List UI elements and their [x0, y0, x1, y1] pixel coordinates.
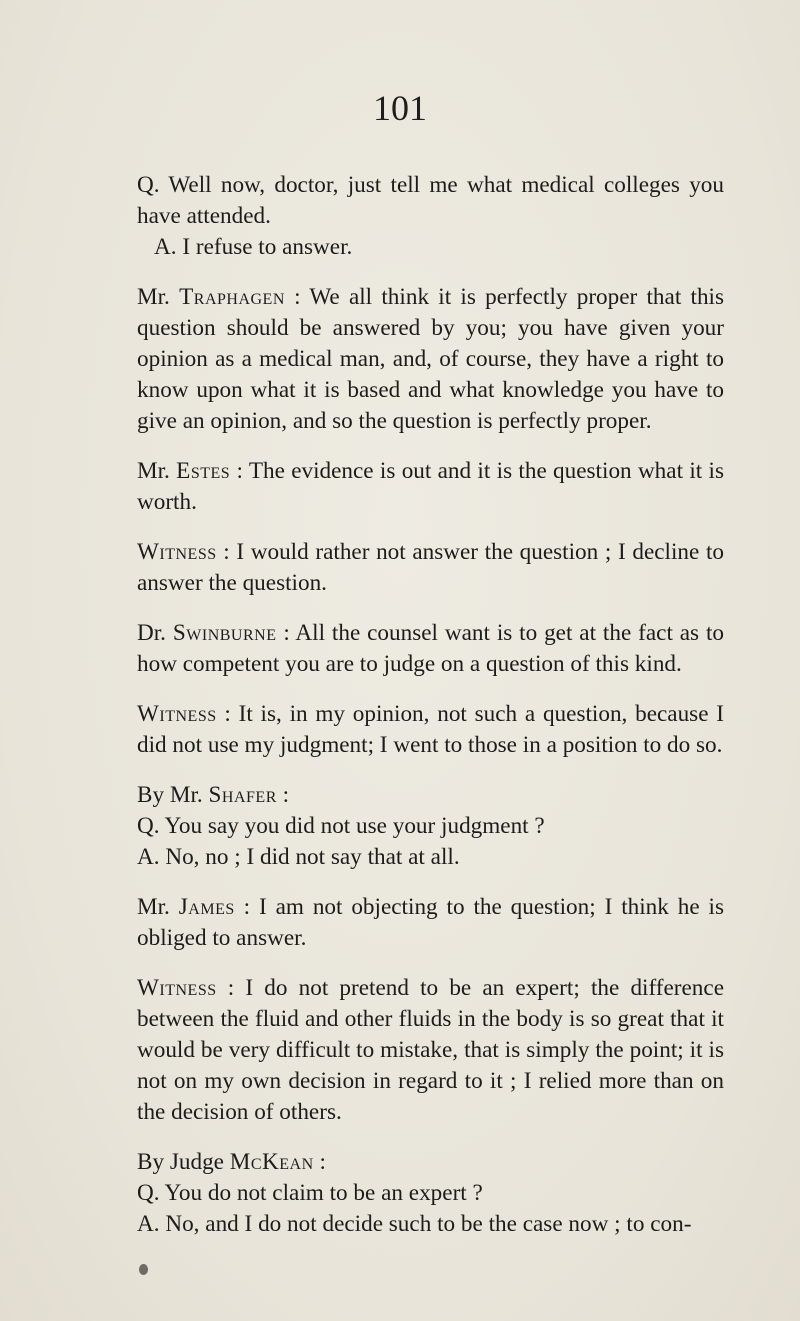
answer-paragraph — [120, 842, 724, 873]
question-paragraph — [120, 1178, 724, 1209]
spacer — [120, 518, 724, 537]
page-number: 101 — [373, 88, 427, 128]
speaker-name: Estes — [176, 458, 231, 484]
speaker-name: Swinburne — [172, 620, 277, 646]
paragraph-text: I refuse to answer. — [176, 234, 353, 260]
paragraph-text: : We all think it is perfectly proper that this question should be answered by you; you have given your opinion as a medical man, and, of course, they have a right to know upon what it is based and what knowledge you have to give an opinion, and so the question is perfectly proper. — [137, 284, 725, 434]
paragraph-lead: A. — [154, 234, 177, 260]
spacer — [120, 680, 724, 699]
spacer — [120, 761, 724, 780]
speaker-name: James — [178, 894, 235, 920]
speaker-name: Witness — [137, 975, 217, 1001]
paragraph-lead: Mr. — [137, 284, 180, 310]
question-paragraph — [120, 811, 724, 842]
ink-smudge — [139, 1264, 148, 1275]
paragraph-text: : The evidence is out and it is the question what it is worth. — [137, 458, 724, 515]
paragraph-text: : — [313, 1149, 326, 1175]
paragraph-lead: Mr. — [137, 458, 177, 484]
examiner-heading — [120, 780, 724, 811]
examiner-heading — [120, 1147, 724, 1178]
transcript-text — [120, 170, 724, 1240]
paragraph-lead: Q. — [137, 172, 160, 198]
spacer — [120, 599, 724, 618]
paragraph-lead: A. — [137, 1211, 160, 1237]
paragraph-text: No, no ; I did not say that at all. — [159, 844, 460, 870]
speaker-name: Witness — [137, 539, 217, 565]
spacer — [120, 954, 724, 973]
statement-paragraph — [120, 282, 724, 437]
spacer — [120, 1128, 724, 1147]
paragraph-lead: Mr. — [137, 894, 179, 920]
answer-paragraph — [120, 232, 724, 263]
statement-paragraph — [120, 456, 724, 518]
paragraph-text: : I do not pretend to be an expert; the difference between the fluid and other fluids in the body is so great that it would be very difficult to mistake, that is simply the point; it is not on my own decision in regard to it ; I relied more than on the decision of others. — [137, 975, 724, 1125]
paragraph-text: : It is, in my opinion, not such a question, because I did not use my judgment; I went to those in a position to do so. — [137, 701, 724, 758]
statement-paragraph — [120, 699, 724, 761]
spacer — [120, 437, 724, 456]
paragraph-text: : All the counsel want is to get at the fact as to how competent you are to judge on a question of this kind. — [137, 620, 725, 677]
speaker-name: Shafer — [208, 782, 277, 808]
paragraph-text: : — [276, 782, 290, 808]
paragraph-lead: By Mr. — [137, 782, 209, 808]
paragraph-lead: Q. — [137, 813, 160, 839]
paragraph-lead: By Judge — [137, 1149, 230, 1175]
statement-paragraph — [120, 973, 724, 1128]
speaker-name: McKean — [229, 1149, 314, 1175]
paragraph-lead: Dr. — [137, 620, 173, 646]
spacer — [120, 873, 724, 892]
paragraph-text: No, and I do not decide such to be the case now ; to con- — [159, 1211, 692, 1237]
spacer — [120, 263, 724, 282]
paragraph-lead: Q. — [137, 1180, 160, 1206]
paragraph-lead: A. — [137, 844, 160, 870]
question-paragraph — [120, 170, 724, 232]
paragraph-text: You say you did not use your judgment ? — [159, 813, 545, 839]
paragraph-text: : I would rather not answer the question ; I decline to answer the question. — [137, 539, 724, 596]
statement-paragraph — [120, 537, 724, 599]
paragraph-text: Well now, doctor, just tell me what medical colleges you have attended. — [137, 172, 724, 229]
speaker-name: Witness — [137, 701, 217, 727]
paragraph-text: : I am not objecting to the question; I think he is obliged to answer. — [137, 894, 725, 951]
paragraph-text: You do not claim to be an expert ? — [159, 1180, 483, 1206]
answer-paragraph — [120, 1209, 724, 1240]
statement-paragraph — [120, 892, 724, 954]
speaker-name: Traphagen — [179, 284, 285, 310]
statement-paragraph — [120, 618, 724, 680]
